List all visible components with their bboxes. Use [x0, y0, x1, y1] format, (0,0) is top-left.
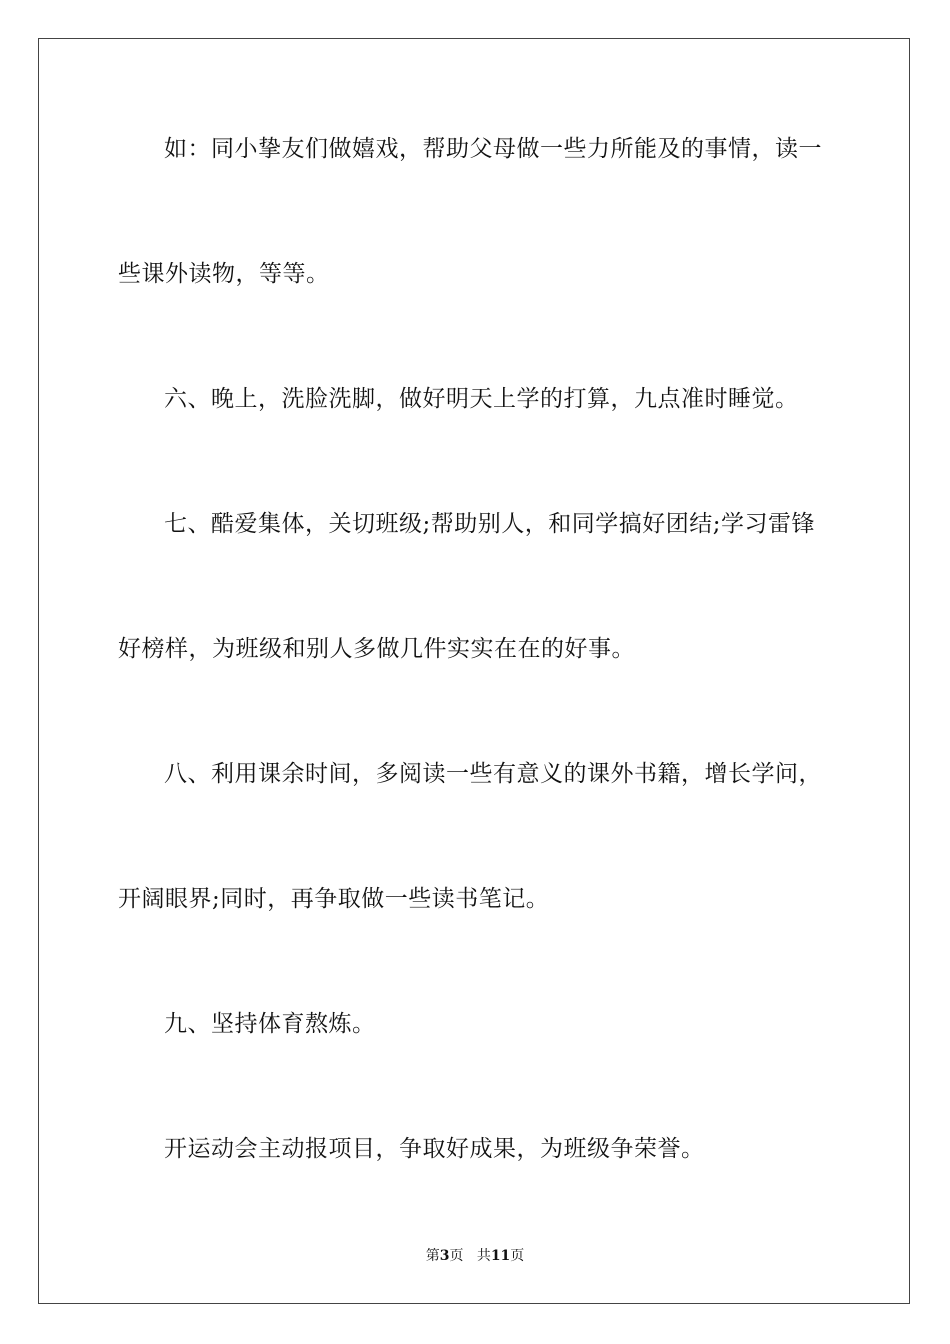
paragraph-line: 开运动会主动报项目，争取好成果，为班级争荣誉。	[164, 1136, 705, 1162]
page-footer	[0, 1247, 950, 1265]
paragraph-line: 好榜样，为班级和别人多做几件实实在在的好事。	[118, 636, 635, 662]
paragraph-line: 八、利用课余时间，多阅读一些有意义的课外书籍，增长学问，	[164, 761, 822, 787]
page-number: 3	[439, 1248, 450, 1264]
paragraph-line: 些课外读物，等等。	[118, 261, 330, 287]
total-pages: 11	[490, 1248, 511, 1264]
total-prefix: 共	[476, 1248, 491, 1264]
page-suffix: 页	[449, 1248, 464, 1264]
paragraph-line: 九、坚持体育熬炼。	[164, 1011, 376, 1037]
paragraph-line: 七、酷爱集体，关切班级;帮助别人，和同学搞好团结;学习雷锋	[164, 511, 815, 537]
paragraph-line: 开阔眼界;同时，再争取做一些读书笔记。	[118, 886, 550, 912]
page-border	[38, 38, 910, 1304]
page-prefix: 第	[425, 1248, 440, 1264]
paragraph-line: 六、晚上，洗脸洗脚，做好明天上学的打算，九点准时睡觉。	[164, 386, 799, 412]
paragraph-line: 如：同小挚友们做嬉戏，帮助父母做一些力所能及的事情，读一	[164, 136, 822, 162]
total-suffix: 页	[510, 1248, 525, 1264]
